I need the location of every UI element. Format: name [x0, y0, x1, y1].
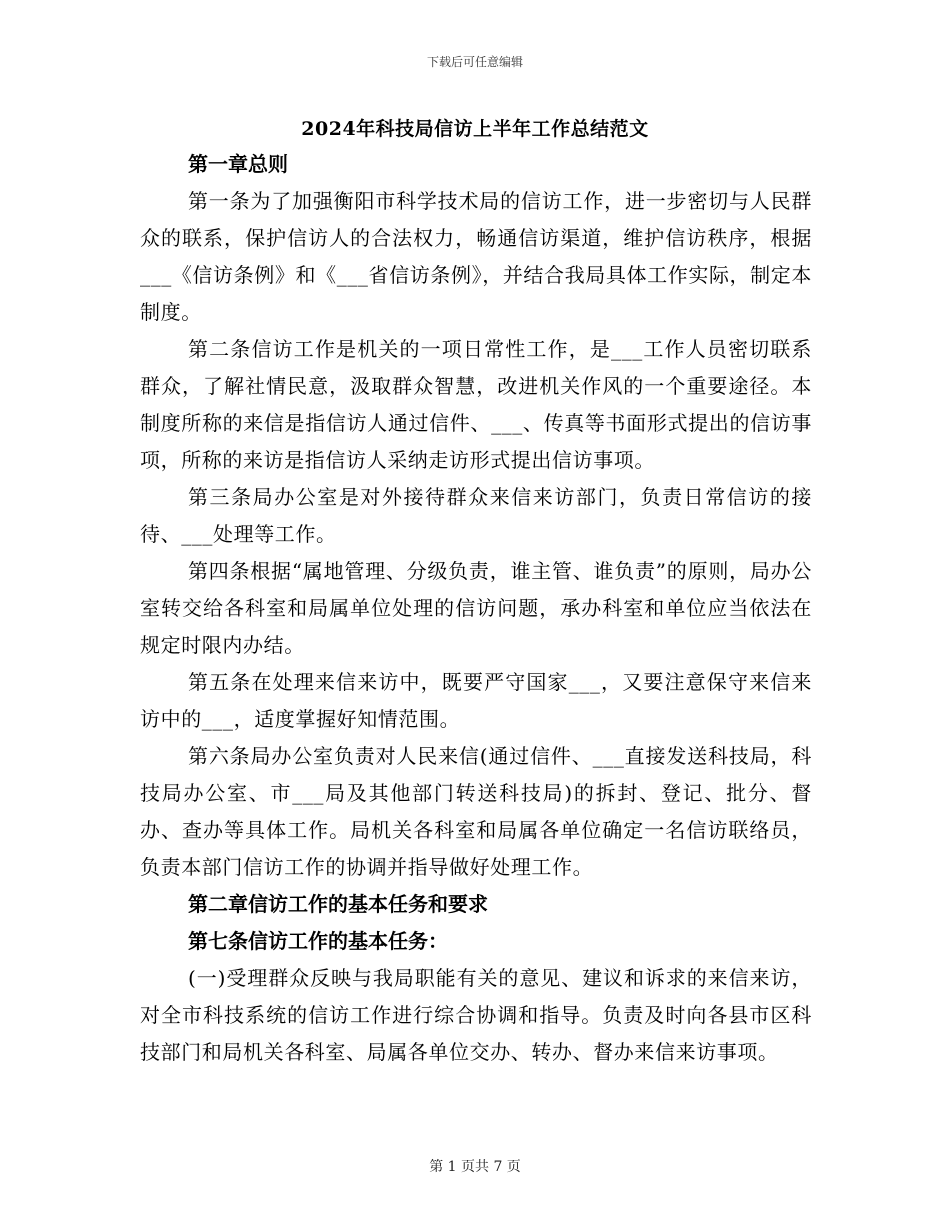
article-heading: 第七条信访工作的基本任务：: [188, 929, 448, 953]
paragraph: 第五条在处理来信来访中，既要严守国家___，又要注意保守来信来访中的___，适度掌握好知情范围。: [140, 670, 812, 731]
paragraph: 第三条局办公室是对外接待群众来信来访部门，负责日常信访的接待、___处理等工作。: [140, 485, 812, 546]
paragraph: 第四条根据“属地管理、分级负责，谁主管、谁负责”的原则，局办公室转交给各科室和局属单位处理的信访问题，承办科室和单位应当依法在规定时限内办结。: [140, 559, 812, 657]
document-body: [140, 146, 812, 1071]
page-number: 第 1 页共 7 页: [429, 1159, 521, 1175]
paragraph: 第六条局办公室负责对人民来信(通过信件、___直接发送科技局，科技局办公室、市___局及其他部门转送科技局)的拆封、登记、批分、督办、查办等具体工作。局机关各科室和局属各单位确定一名信访联络员，负责本部门信访工作的协调并指导做好处理工作。: [140, 744, 812, 879]
paragraph: (一)受理群众反映与我局职能有关的意见、建议和诉求的来信来访，对全市科技系统的信访工作进行综合协调和指导。负责及时向各县市区科技部门和局机关各科室、局属各单位交办、转办、督办来信来访事项。: [140, 966, 812, 1064]
chapter-heading: 第二章信访工作的基本任务和要求: [188, 892, 488, 916]
header-note: 下载后可任意编辑: [426, 55, 523, 69]
paragraph: 第二条信访工作是机关的一项日常性工作，是___工作人员密切联系群众，了解社情民意，汲取群众智慧，改进机关作风的一个重要途径。本制度所称的来信是指信访人通过信件、___、传真等书面形式提出的信访事项，所称的来访是指信访人采纳走访形式提出信访事项。: [140, 337, 812, 472]
paragraph: 第一条为了加强衡阳市科学技术局的信访工作，进一步密切与人民群众的联系，保护信访人的合法权力，畅通信访渠道，维护信访秩序，根据___《信访条例》和《___省信访条例》，并结合我局具体工作实际，制定本制度。: [140, 189, 812, 324]
chapter-heading: 第一章总则: [188, 152, 288, 176]
document-title: 2024年科技局信访上半年工作总结范文: [301, 118, 649, 140]
